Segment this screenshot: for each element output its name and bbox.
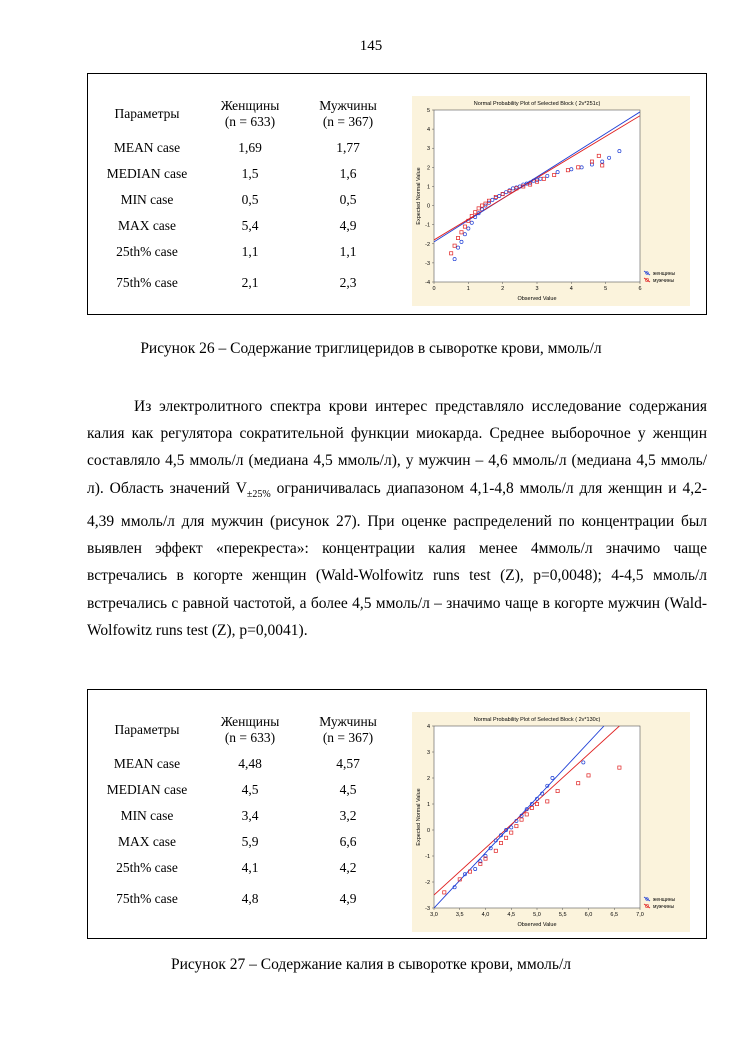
- x-tick-label: 6,0: [584, 912, 593, 918]
- y-tick-label: 1: [426, 184, 430, 191]
- y-tick-label: 5: [426, 108, 430, 114]
- y-tick-label: 4: [426, 724, 430, 730]
- x-tick-label: 4,0: [481, 912, 490, 918]
- y-tick-label: -1: [425, 222, 430, 229]
- men-value: 4,2: [339, 860, 357, 875]
- y-tick-label: 4: [426, 127, 430, 134]
- figure-27-caption: Рисунок 27 – Содержание калия в сыворотке крови, ммоль/л: [170, 956, 572, 973]
- y-axis-label: Expected Normal Value: [416, 788, 422, 846]
- x-axis-label: Observed Value: [517, 922, 557, 928]
- x-tick-label: 6,5: [610, 912, 619, 918]
- women-value: 0,5: [241, 192, 259, 207]
- row-label: MEAN case: [113, 139, 181, 155]
- men-value: 4,5: [339, 782, 357, 797]
- y-tick-label: 3: [426, 146, 430, 153]
- y-tick-label: 2: [426, 165, 430, 172]
- normal-probability-plot-potassium: [412, 712, 690, 932]
- x-tick-label: 2: [501, 286, 505, 292]
- y-tick-label: 3: [426, 750, 430, 756]
- x-tick-label: 4,5: [507, 912, 516, 918]
- men-value: 1,6: [339, 166, 357, 181]
- men-value: 4,57: [336, 755, 360, 771]
- legend-label: женщины: [653, 271, 676, 277]
- x-tick-label: 5,5: [558, 912, 567, 918]
- table-row: [94, 750, 396, 777]
- row-label: MEDIAN case: [106, 782, 188, 797]
- y-tick-label: -2: [425, 241, 430, 248]
- header-women: Женщины (n = 633): [220, 714, 280, 745]
- parameters-table: [94, 710, 396, 917]
- x-tick-label: 1: [466, 286, 470, 292]
- women-value: 4,48: [238, 755, 262, 771]
- men-value: 4,9: [339, 218, 357, 233]
- women-value: 5,4: [241, 218, 259, 233]
- page-number: 145: [359, 38, 383, 54]
- y-tick-label: 2: [426, 776, 430, 782]
- legend-label: женщины: [653, 897, 676, 903]
- table-row: [94, 161, 396, 187]
- legend-label: мужчины: [653, 904, 675, 910]
- x-axis-label: Observed Value: [517, 296, 557, 302]
- women-value: 1,69: [238, 139, 262, 155]
- y-tick-label: -2: [425, 880, 430, 886]
- men-value: 4,9: [339, 891, 357, 906]
- x-tick-label: 6: [638, 286, 642, 292]
- x-tick-label: 3,0: [430, 912, 438, 918]
- figure-26-caption: Рисунок 26 – Содержание триглицеридов в сыворотке крови, ммоль/л: [140, 340, 602, 357]
- x-tick-label: 5: [604, 286, 608, 292]
- body-paragraph: Из электролитного спектра крови интерес представляло исследование содержания калия как регулятора сократительной функции миокарда. Среднее выборочное у женщин составляло 4,5 ммоль/л (медиана 4,5 ммоль/л), у мужчин – 4,6 ммоль/л (медиана 4,5 ммоль/л). Область значений $V_{\pm 25\%}$ ограничивалась диапазоном 4,1-4,8 ммоль/л для женщин и 4,2-4,39 ммоль/л для мужчин (рисунок 27). При оценке распределений по концентрации был выявлен эффект «перекреста»: концентрации калия менее 4ммоль/л значимо чаще встречались в когорте женщин (Wald-Wolfowitz runs test (Z), p=0,0048); 4-4,5 ммоль/л встречались с равной частотой, а более 4,5 ммоль/л – значимо чаще в когорте мужчин (Wald-Wolfowitz runs test (Z), p=0,0041).: [87, 398, 707, 639]
- women-value: 4,8: [241, 891, 259, 906]
- x-tick-label: 0: [432, 286, 436, 292]
- figure-27-box: [87, 689, 707, 939]
- men-value: 6,6: [339, 834, 357, 849]
- women-value: 1,1: [241, 244, 259, 259]
- row-label: MAX case: [117, 218, 177, 233]
- table-row: [94, 213, 396, 239]
- table-row: [94, 777, 396, 803]
- header-women: Женщины (n = 633): [220, 98, 280, 129]
- row-label: 75th% case: [116, 891, 178, 906]
- row-label: 25th% case: [116, 244, 178, 259]
- parameters-table: [94, 94, 396, 301]
- row-label: 75th% case: [116, 275, 178, 290]
- women-value: 2,1: [241, 275, 259, 290]
- table-row: [94, 265, 396, 301]
- y-tick-label: -1: [425, 854, 430, 860]
- men-value: 3,2: [339, 808, 357, 823]
- women-value: 1,5: [241, 166, 259, 181]
- header-men: Мужчины (n = 367): [319, 714, 377, 745]
- men-value: 2,3: [339, 275, 357, 290]
- table-row: [94, 134, 396, 161]
- table-row: [94, 855, 396, 881]
- plot-area: [434, 726, 640, 908]
- x-tick-label: 3: [535, 286, 539, 292]
- table-row: [94, 829, 396, 855]
- row-label: MEDIAN case: [106, 166, 188, 181]
- table-row: [94, 803, 396, 829]
- header-parameters: Параметры: [114, 106, 180, 121]
- men-value: 0,5: [339, 192, 357, 207]
- header-parameters: Параметры: [114, 722, 180, 737]
- row-label: 25th% case: [116, 860, 178, 875]
- table-row: [94, 881, 396, 917]
- figure-26-box: [87, 73, 707, 315]
- normal-probability-plot-triglycerides: [412, 96, 690, 306]
- y-tick-label: -3: [425, 906, 430, 912]
- y-tick-label: -3: [425, 260, 430, 267]
- women-value: 3,4: [241, 808, 259, 823]
- legend-label: мужчины: [653, 278, 675, 284]
- men-value: 1,1: [339, 244, 357, 259]
- row-label: MAX case: [117, 834, 177, 849]
- x-tick-label: 4: [569, 286, 573, 292]
- row-label: MIN case: [120, 192, 174, 207]
- women-value: 5,9: [241, 834, 259, 849]
- row-label: MIN case: [120, 808, 174, 823]
- women-value: 4,1: [241, 860, 259, 875]
- x-tick-label: 3,5: [455, 912, 464, 918]
- y-tick-label: 0: [426, 828, 430, 834]
- chart-title: Normal Probability Plot of Selected Block ( 2v*130c): [473, 717, 601, 723]
- table-row: [94, 239, 396, 265]
- chart-title: Normal Probability Plot of Selected Block ( 2v*251c): [473, 101, 601, 107]
- x-tick-label: 5,0: [533, 912, 541, 918]
- y-tick-label: 1: [426, 802, 430, 808]
- y-tick-label: -4: [425, 280, 430, 286]
- x-tick-label: 7,0: [636, 912, 644, 918]
- men-value: 1,77: [336, 139, 360, 155]
- plot-area: [434, 110, 640, 282]
- y-axis-label: Expected Normal Value: [416, 167, 422, 225]
- row-label: MEAN case: [113, 755, 181, 771]
- table-row: [94, 187, 396, 213]
- header-men: Мужчины (n = 367): [319, 98, 377, 129]
- women-value: 4,5: [241, 782, 259, 797]
- y-tick-label: 0: [426, 203, 430, 210]
